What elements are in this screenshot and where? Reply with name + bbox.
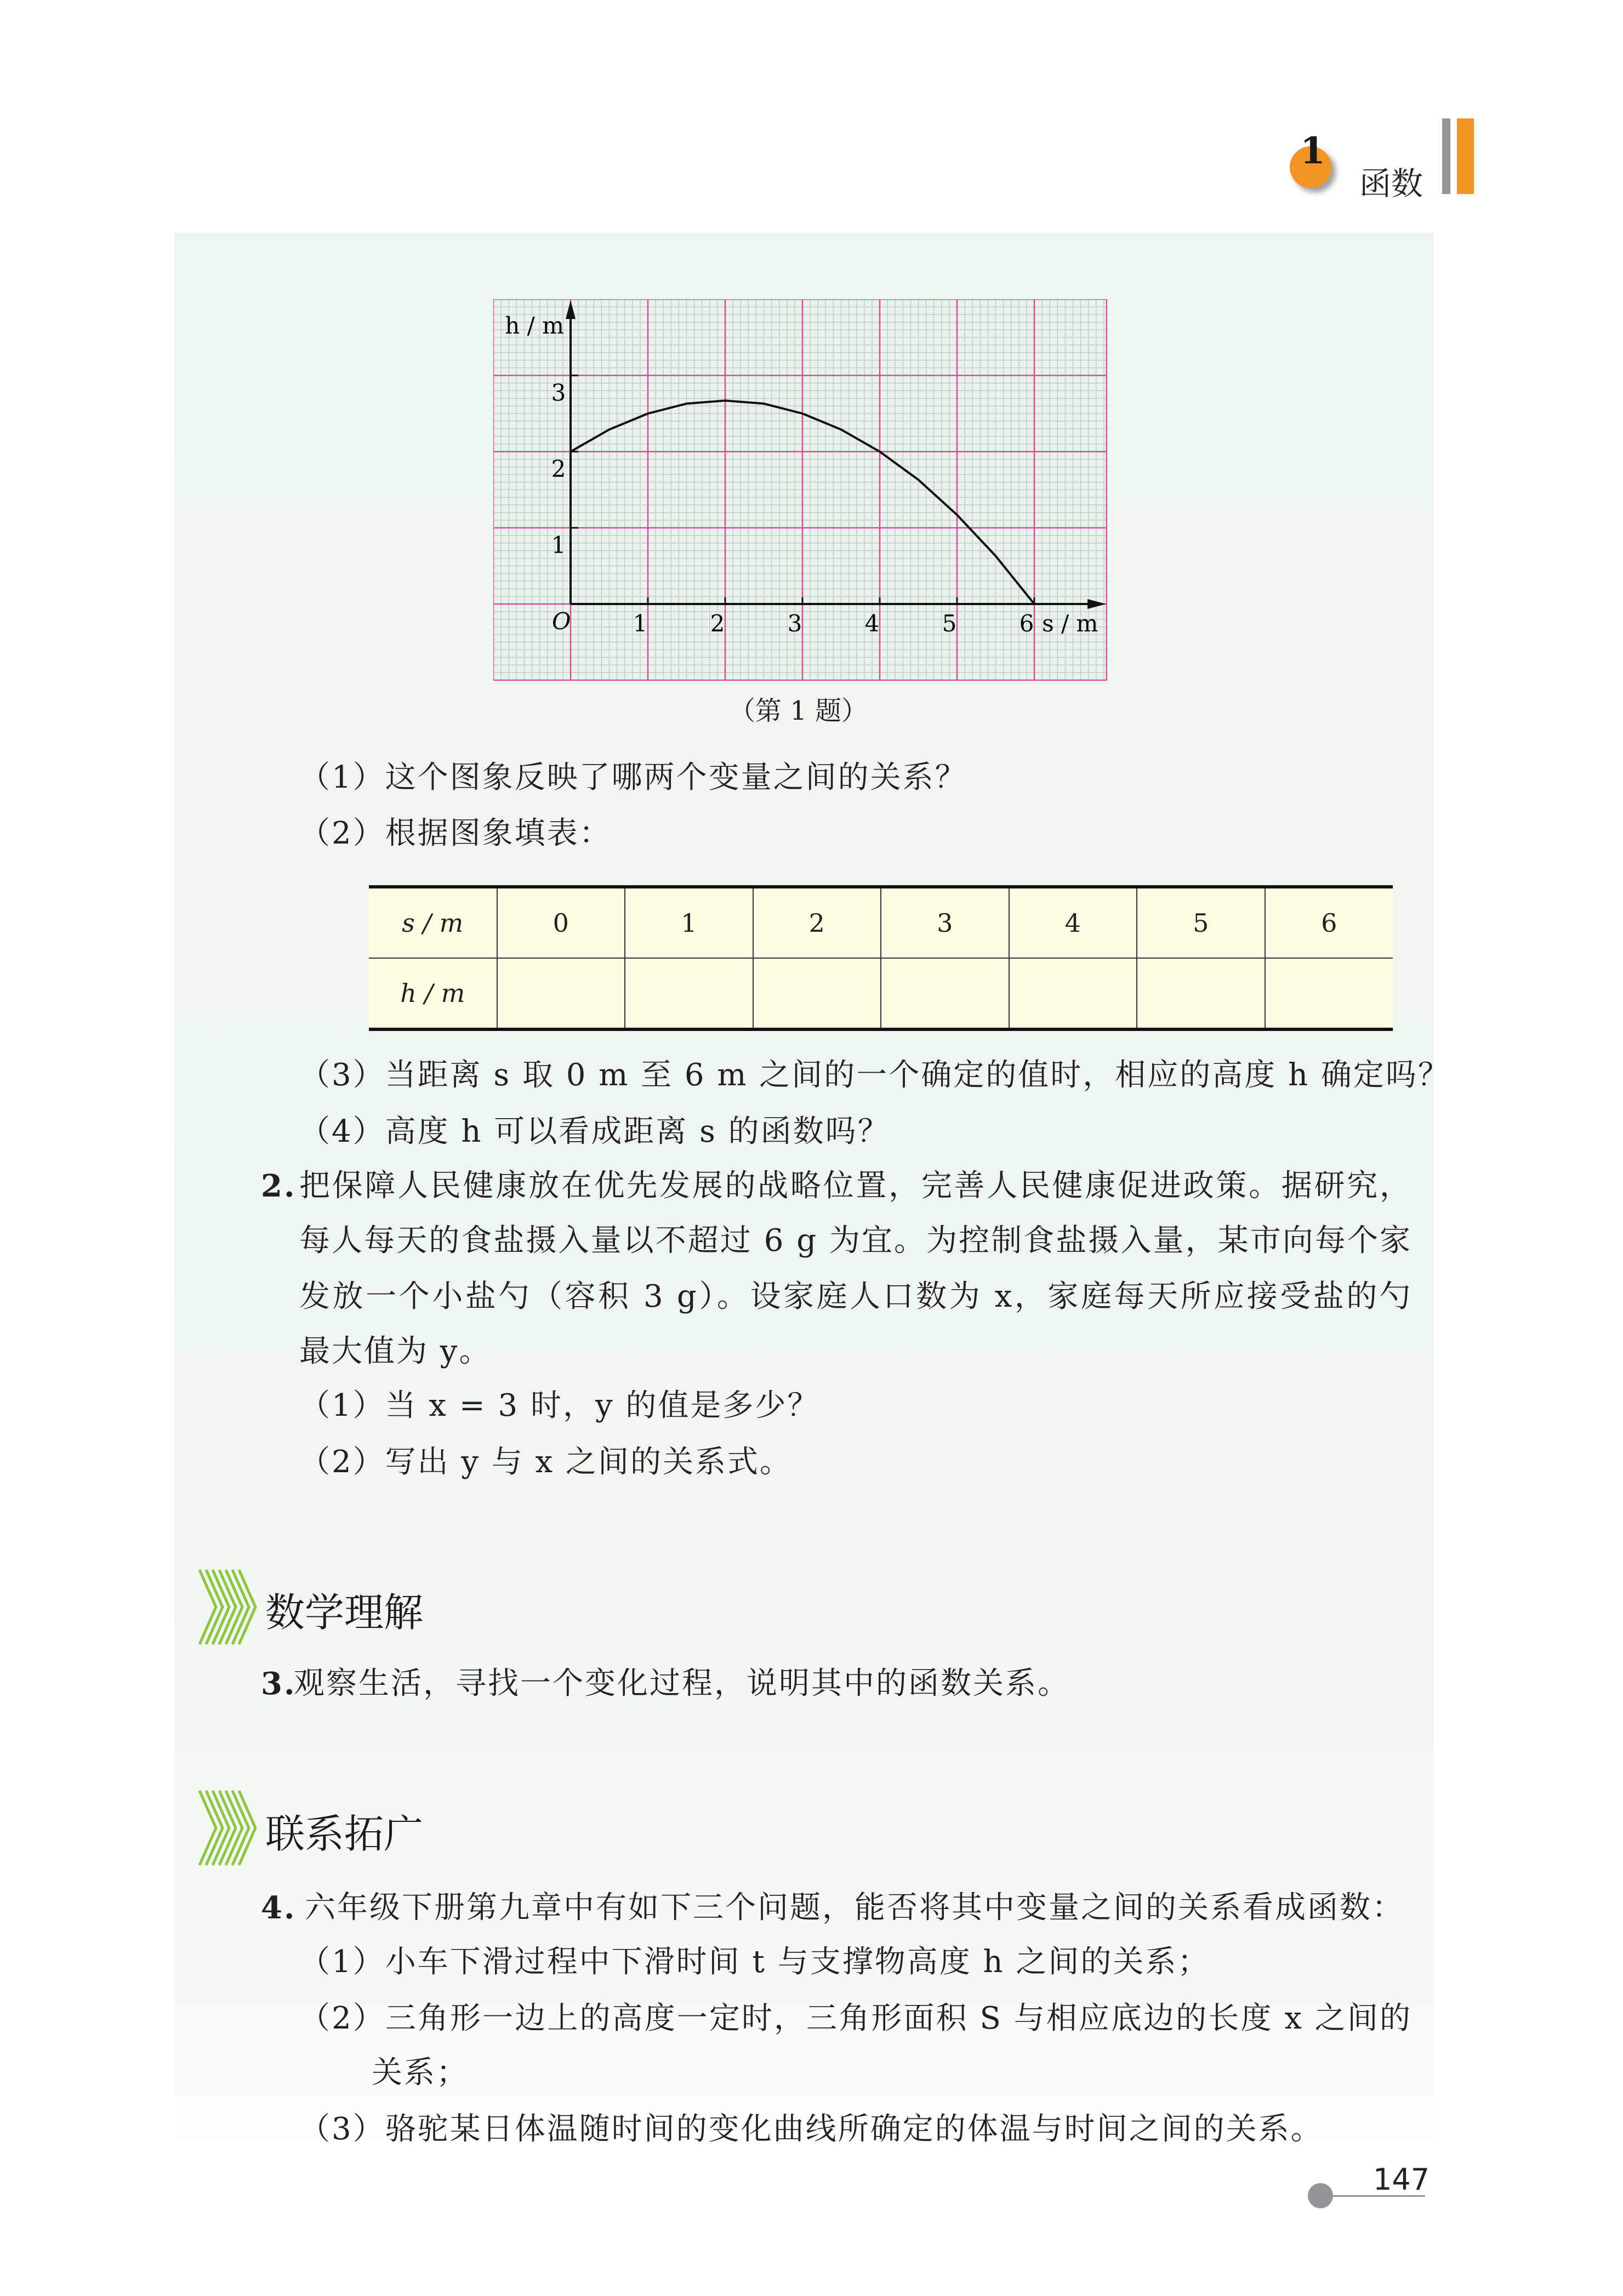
table-header-h: h / m bbox=[369, 958, 497, 1029]
y-tick-label: 3 bbox=[551, 379, 566, 406]
x-tick-label: 2 bbox=[710, 610, 725, 637]
table-cell: 0 bbox=[497, 887, 625, 958]
table-cell: 1 bbox=[625, 887, 753, 958]
table-row-s bbox=[369, 887, 1393, 958]
table-cell-blank bbox=[625, 958, 753, 1029]
table-row-h bbox=[369, 958, 1393, 1029]
table-cell-blank bbox=[881, 958, 1009, 1029]
table-header-s: s / m bbox=[369, 887, 497, 958]
chevron-icon bbox=[197, 1790, 258, 1866]
q2-line: 最大值为 y。 bbox=[299, 1334, 492, 1369]
table-cell-blank bbox=[753, 958, 881, 1029]
q2-line: 把保障人民健康放在优先发展的战略位置，完善人民健康促进政策。据研究， bbox=[299, 1168, 1412, 1204]
q2-line: 每人每天的食盐摄入量以不超过 6 g 为宜。为控制食盐摄入量，某市向每个家 bbox=[299, 1223, 1412, 1258]
x-tick-label: 4 bbox=[864, 610, 880, 637]
q4-part2: （2）三角形一边上的高度一定时，三角形面积 S 与相应底边的长度 x 之间的 bbox=[299, 2001, 1412, 2036]
q4-part1: （1）小车下滑过程中下滑时间 t 与支撑物高度 h 之间的关系； bbox=[299, 1944, 1210, 1980]
table-cell-blank bbox=[1009, 958, 1137, 1029]
table-cell: 4 bbox=[1009, 887, 1137, 958]
height-distance-graph bbox=[493, 299, 1107, 681]
fill-table bbox=[369, 885, 1393, 1031]
table-cell: 6 bbox=[1265, 887, 1393, 958]
table-cell-blank bbox=[1265, 958, 1393, 1029]
page-number: 147 bbox=[1373, 2162, 1430, 2197]
q4-part3: （3）骆驼某日体温随时间的变化曲线所确定的体温与时间之间的关系。 bbox=[299, 2111, 1323, 2147]
y-tick-label: 2 bbox=[551, 455, 566, 482]
x-tick-label: 1 bbox=[633, 610, 648, 637]
q4-part2-cont: 关系； bbox=[372, 2055, 469, 2090]
q1-part4: （4）高度 h 可以看成距离 s 的函数吗？ bbox=[299, 1114, 890, 1149]
table-cell-blank bbox=[497, 958, 625, 1029]
table-cell: 2 bbox=[753, 887, 881, 958]
x-axis-label: s / m bbox=[1042, 610, 1098, 637]
x-tick-label: 6 bbox=[1019, 610, 1034, 637]
table-cell: 3 bbox=[881, 887, 1009, 958]
page-dot bbox=[1308, 2183, 1333, 2208]
chapter-title: 函数 bbox=[1359, 165, 1423, 202]
chapter-number: 1 bbox=[1300, 129, 1325, 172]
q1-part1: （1）这个图象反映了哪两个变量之间的关系？ bbox=[299, 760, 967, 795]
x-tick-label: 5 bbox=[942, 610, 957, 637]
origin-label: O bbox=[552, 608, 571, 635]
header-bar-orange bbox=[1457, 118, 1474, 194]
q3-text: 观察生活，寻找一个变化过程，说明其中的函数关系。 bbox=[294, 1666, 1070, 1701]
figure-caption: （第 1 题） bbox=[729, 696, 868, 726]
section-title-connection-extension: 联系拓广 bbox=[265, 1811, 424, 1857]
q2-part2: （2）写出 y 与 x 之间的关系式。 bbox=[299, 1444, 793, 1480]
table-cell: 5 bbox=[1137, 887, 1265, 958]
section-title-math-understanding: 数学理解 bbox=[265, 1589, 424, 1636]
q2-part1: （1）当 x = 3 时，y 的值是多少？ bbox=[299, 1388, 820, 1423]
y-axis-label: h / m bbox=[505, 312, 564, 339]
q1-part2: （2）根据图象填表： bbox=[299, 816, 612, 851]
q1-part3: （3）当距离 s 取 0 m 至 6 m 之间的一个确定的值时，相应的高度 h 确定吗？ bbox=[299, 1057, 1450, 1093]
table-cell-blank bbox=[1137, 958, 1265, 1029]
q2-line: 发放一个小盐勺（容积 3 g）。设家庭人口数为 x，家庭每天所应接受盐的勺 bbox=[299, 1279, 1412, 1314]
q4-text: 六年级下册第九章中有如下三个问题，能否将其中变量之间的关系看成函数： bbox=[305, 1890, 1404, 1925]
y-tick-label: 1 bbox=[551, 532, 566, 559]
chevron-icon bbox=[197, 1569, 258, 1645]
q2-number: 2. bbox=[261, 1168, 297, 1204]
q3-number: 3. bbox=[261, 1666, 297, 1702]
q4-number: 4. bbox=[261, 1890, 297, 1926]
x-tick-label: 3 bbox=[787, 610, 802, 637]
header-bar-gray bbox=[1442, 118, 1450, 194]
